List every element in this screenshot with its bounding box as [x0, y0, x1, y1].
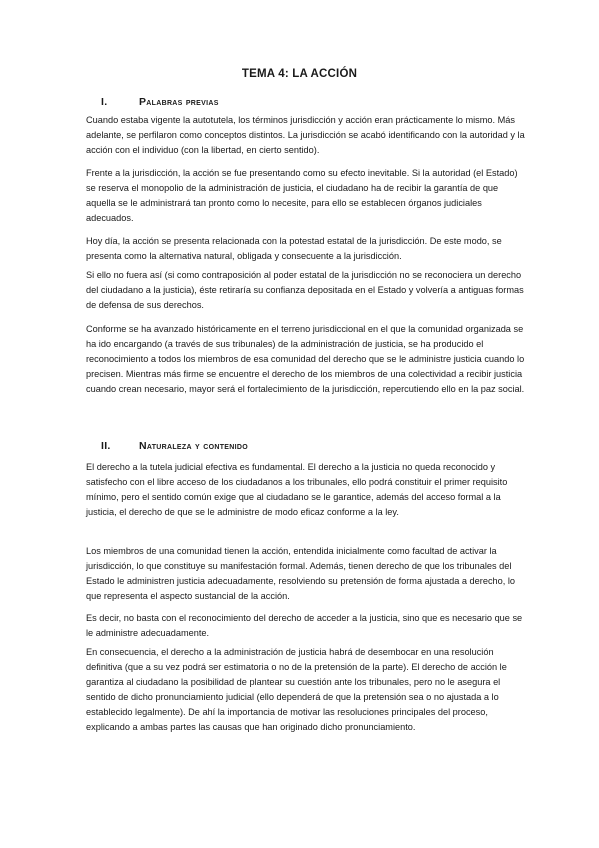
- section-heading-1: [101, 96, 219, 108]
- paragraph: Si ello no fuera así (si como contraposición al poder estatal de la jurisdicción no se reconociera un derecho del ciudadano a la justicia), éste retiraría su confianza depositada en el Estado y volvería a antiguas formas de defensa de sus derechos.: [86, 270, 524, 310]
- paragraph: Los miembros de una comunidad tienen la acción, entendida inicialmente como facultad de activar la jurisdicción, lo que constituye su manifestación formal. Además, tienen derecho de que los tribunales del Estado le administren justicia adecuadamente, resolviendo su pretensión de forma ajustada a derecho, lo que representa el aspecto sustancial de la acción.: [86, 546, 516, 601]
- paragraph: En consecuencia, el derecho a la administración de justicia habrá de desembocar en una resolución definitiva (que a su vez podrá ser estimatoria o no de la pretensión de la parte). El derecho de acción le garantiza al ciudadano la posibilidad de plantear su cuestión ante los tribunales, pero no le asegura el sentido de dicho pronunciamiento judicial (ello dependerá de que la pretensión sea o no ajustada a lo establecido legalmente). De ahí la importancia de motivar las resoluciones principales del proceso, explicando a ambas partes las causas que han originado dicho pronunciamiento.: [86, 647, 507, 732]
- paragraph: Conforme se ha avanzado históricamente en el terreno jurisdiccional en el que la comunidad organizada se ha ido encargando (a través de sus tribunales) de la administración de justicia, se ha producido el reconocimiento a todos los miembros de esa comunidad del derecho que se le administre justicia cuando lo precisen. Mientras más firme se encuentre el derecho de los miembros de una colectividad a recibir justicia cuando crean necesario, mayor será el fortalecimiento de la jurisdicción, repercutiendo ello en la paz social.: [86, 324, 525, 394]
- section-title: Palabras previas: [139, 96, 219, 108]
- paragraph: Frente a la jurisdicción, la acción se fue presentando como su efecto inevitable. Si la autoridad (el Estado) se reserva el monopolio de la administración de justicia, el ciudadano ha de recibir la garantía de que aquella se le administrará tan pronto como lo necesite, para ello se establecen órganos judiciales adecuados.: [86, 168, 518, 223]
- section-number: II.: [101, 440, 111, 452]
- section-heading-2: [101, 440, 248, 452]
- section-number: I.: [101, 96, 108, 108]
- paragraph: Es decir, no basta con el reconocimiento del derecho de acceder a la justicia, sino que es necesario que se le administre adecuadamente.: [86, 613, 523, 638]
- paragraph: Cuando estaba vigente la autotutela, los términos jurisdicción y acción eran prácticamente lo mismo. Más adelante, se perfilaron como conceptos distintos. La jurisdicción se acabó identificando con la autoridad y la acción con el individuo (con la libertad, en cierto sentido).: [86, 115, 525, 155]
- paragraph: El derecho a la tutela judicial efectiva es fundamental. El derecho a la justicia no queda reconocido y satisfecho con el libre acceso de los ciudadanos a los tribunales, ello podrá constituir el primer requisito mínimo, pero el sentido común exige que al ciudadano se le garantice, además del acceso formal a la justicia, el derecho de que se le administre de modo eficaz conforme a la ley.: [86, 462, 508, 517]
- section-title: Naturaleza y contenido: [139, 440, 248, 452]
- page-title: TEMA 4: LA ACCIÓN: [241, 68, 358, 80]
- paragraph: Hoy día, la acción se presenta relacionada con la potestad estatal de la jurisdicción. De este modo, se presenta como la alternativa natural, obligada y consecuente a la jurisdicción.: [86, 236, 502, 261]
